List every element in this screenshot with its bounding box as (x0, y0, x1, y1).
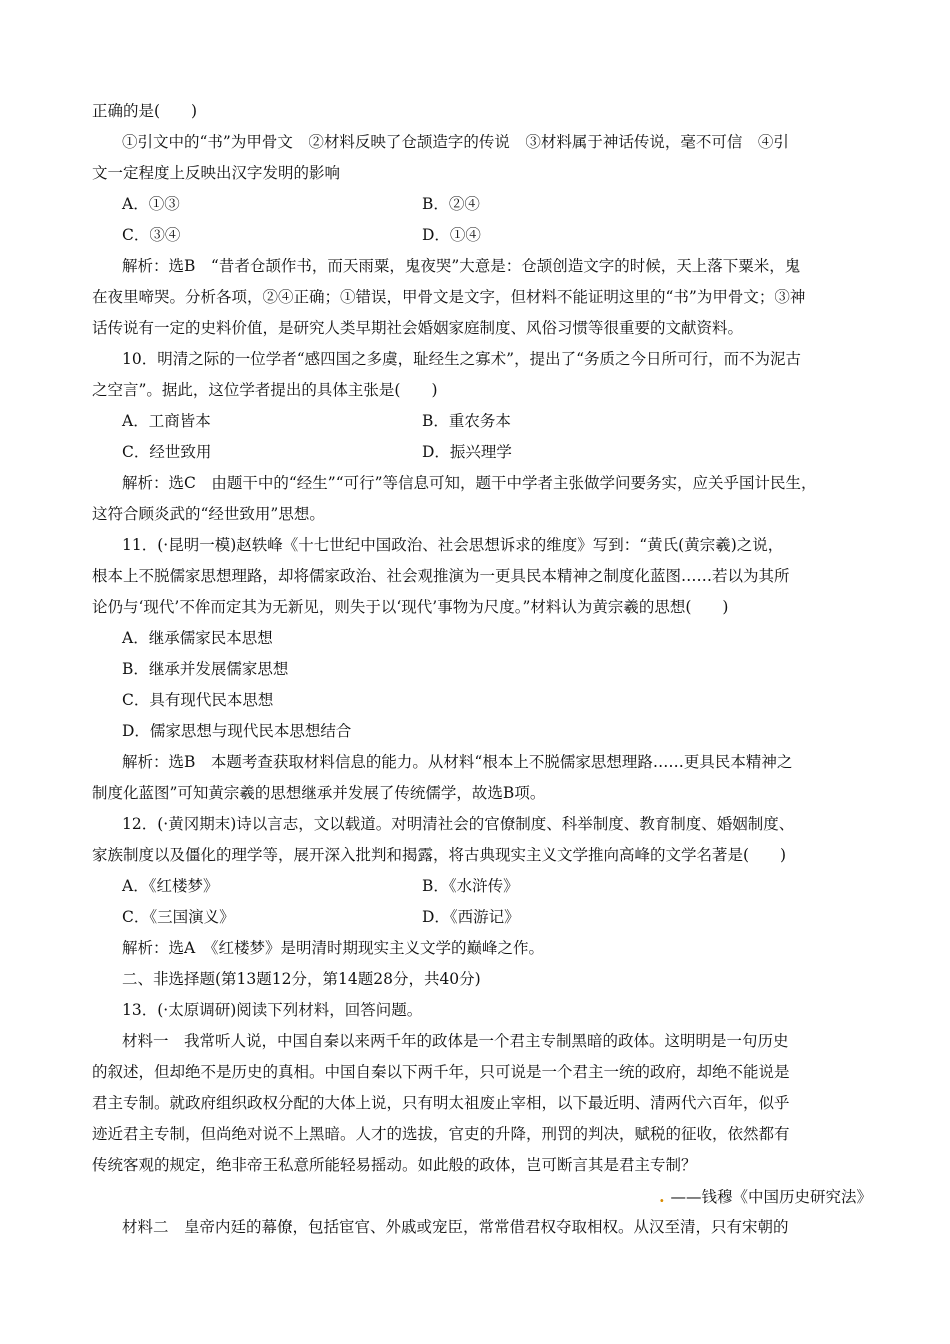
text-line: 话传说有一定的史料价值，是研究人类早期社会婚姻家庭制度、风俗习惯等很重要的文献资料。 (92, 319, 744, 337)
text-line: 材料二 皇帝内廷的幕僚，包括宦官、外戚或宠臣，常常借君权夺取相权。从汉至清，只有宋朝的 (122, 1218, 789, 1236)
text-line: 二、非选择题(第13题12分，第14题28分，共40分) (122, 970, 481, 988)
text-line: 在夜里啼哭。分析各项，②④正确；①错误，甲骨文是文字，但材料不能证明这里的“书”为甲骨文；③神 (92, 288, 806, 306)
options-row (92, 437, 872, 468)
source-citation (92, 1181, 872, 1212)
option-item: B．②④ (422, 195, 480, 213)
text-line: C．具有现代民本思想 (122, 691, 274, 709)
text-line: 的叙述，但却绝不是历史的真相。中国自秦以下两千年，只可说是一个君主一统的政府，却绝不能说是 (92, 1063, 790, 1081)
text-line: 之空言”。据此，这位学者提出的具体主张是( ) (92, 381, 438, 399)
options-row (92, 189, 872, 220)
mark-dot: . (659, 1187, 665, 1206)
text-line: 文一定程度上反映出汉字发明的影响 (92, 164, 341, 182)
text-line: 君主专制。就政府组织政权分配的大体上说，只有明太祖废止宰相，以下最近明、清两代六百年，似乎 (92, 1094, 790, 1112)
option-item: D．①④ (422, 226, 481, 244)
text-line: 根本上不脱儒家思想理路，却将儒家政治、社会观推演为一更具民本精神之制度化蓝图……若以为其所 (92, 567, 790, 585)
text-line: A．继承儒家民本思想 (122, 629, 273, 647)
citation-text: ——钱穆《中国历史研究法》 (670, 1188, 872, 1206)
text-line: 解析：选C 由题干中的“经生”“可行”等信息可知，题干中学者主张做学问要务实，应关乎国计民生， (122, 474, 817, 492)
options-row (92, 406, 872, 437)
text-line: 家族制度以及僵化的理学等，展开深入批判和揭露，将古典现实主义文学推向高峰的文学名著是( ) (92, 846, 787, 864)
text-line: ①引文中的“书”为甲骨文 ②材料反映了仓颉造字的传说 ③材料属于神话传说，毫不可信 ④引 (122, 133, 789, 151)
document-body (92, 96, 872, 1243)
text-line: 10．明清之际的一位学者“感四国之多虞，耻经生之寡术”，提出了“务质之今日所可行，而不为泥古 (122, 350, 801, 368)
text-line: 11．(·昆明一模)赵轶峰《十七世纪中国政治、社会思想诉求的维度》写到：“黄氏(黄宗羲)之说， (122, 536, 784, 554)
options-row (92, 220, 872, 251)
text-line: 正确的是( ) (92, 102, 198, 120)
text-line: 论仍与‘现代’不侔而定其为无新见，则失于以‘现代’事物为尺度。”材料认为黄宗羲的思想( ) (92, 598, 729, 616)
text-line: 这符合顾炎武的“经世致用”思想。 (92, 505, 325, 523)
option-item: B．重农务本 (422, 412, 511, 430)
text-line: 12．(·黄冈期末)诗以言志，文以载道。对明清社会的官僚制度、科举制度、教育制度、婚姻制度、 (122, 815, 795, 833)
text-line: D．儒家思想与现代民本思想结合 (122, 722, 352, 740)
option-item: B．《水浒传》 (422, 877, 519, 895)
text-line: 传统客观的规定，绝非帝王私意所能轻易摇动。如此般的政体，岂可断言其是君主专制？ (92, 1156, 697, 1174)
text-line: B．继承并发展儒家思想 (122, 660, 289, 678)
options-row (92, 902, 872, 933)
text-line: 制度化蓝图”可知黄宗羲的思想继承并发展了传统儒学，故选B项。 (92, 784, 546, 802)
option-item: C．③④ (122, 226, 181, 244)
option-item: A．①③ (122, 195, 180, 213)
option-item: D．振兴理学 (422, 443, 512, 461)
option-item: A．工商皆本 (122, 412, 211, 430)
text-line: 13．(·太原调研)阅读下列材料，回答问题。 (122, 1001, 423, 1019)
option-item: C．《三国演义》 (122, 908, 235, 926)
text-line: 解析：选B 本题考查获取材料信息的能力。从材料“根本上不脱儒家思想理路……更具民本精神之 (122, 753, 793, 771)
text-line: 材料一 我常听人说，中国自秦以来两千年的政体是一个君主专制黑暗的政体。这明明是一句历史 (122, 1032, 789, 1050)
text-line: 解析：选A 《红楼梦》是明清时期现实主义文学的巅峰之作。 (122, 939, 544, 957)
text-line: 迹近君主专制，但尚绝对说不上黑暗。人才的选拔，官吏的升降，刑罚的判决，赋税的征收，依然都有 (92, 1125, 790, 1143)
option-item: A．《红楼梦》 (122, 877, 219, 895)
options-row (92, 871, 872, 902)
text-line: 解析：选B “昔者仓颉作书，而天雨粟，鬼夜哭”大意是：仓颉创造文字的时候，天上落下粟米，鬼 (122, 257, 801, 275)
option-item: C．经世致用 (122, 443, 212, 461)
option-item: D．《西游记》 (422, 908, 520, 926)
